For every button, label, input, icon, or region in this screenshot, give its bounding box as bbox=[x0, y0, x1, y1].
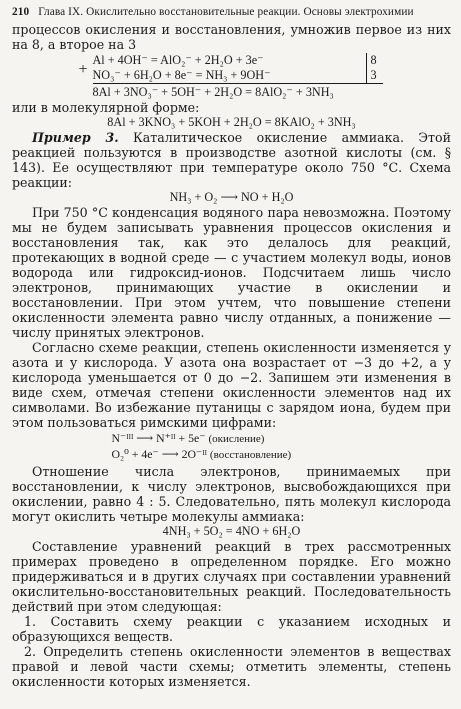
multiplier-2: 3 bbox=[366, 68, 383, 83]
list-item: 2. Определить степень окисленности элементов в веществах правой и левой части схемы; отметить элементы, степень окисленности которых изменяется. bbox=[12, 644, 451, 689]
paragraph-intro: процессов окисления и восстановления, умножив первое из них на 8, а второе на 3 bbox=[12, 22, 451, 52]
paragraph-electron-ratio: Отношение числа электронов, принимаемых при восстановлении, к числу электронов, высвобождающихся при окислении, равно 4 : 5. Следовательно, пять молекул кислорода могут окислить четыре молекулы аммиака: bbox=[12, 464, 451, 524]
schema-reduction-note: (восстановление) bbox=[209, 449, 292, 461]
list-item: 1. Составить схему реакции с указанием исходных и образующихся веществ. bbox=[12, 614, 451, 644]
plus-sign: + bbox=[78, 61, 88, 78]
example-3-text: Каталитическое окисление аммиака. Этой реакцией пользуются в производстве азотной кислоты (см. § 143). Ее осуществляют при температуре около 750 °С. Схема реакции: bbox=[12, 130, 452, 190]
schema-reduction: O₂⁰ + 4e⁻ ⟶ 2O⁻ᴵᴵ bbox=[111, 447, 207, 461]
final-equation: 4NH₃ + 5O₂ = 4NO + 6H₂O bbox=[162, 524, 301, 538]
half-reaction-1: Al + 4OH⁻ = AlO₂⁻ + 2H₂O + 3e⁻ bbox=[92, 53, 264, 67]
paragraph-molecular-form: или в молекулярной форме: bbox=[12, 100, 200, 115]
schema-reduction-line bbox=[112, 447, 352, 463]
multiplier-1: 8 bbox=[366, 53, 383, 68]
example-3-title: Пример 3. bbox=[32, 130, 119, 145]
schema-oxidation-line bbox=[112, 431, 352, 447]
schema-oxidation-note: (окисление) bbox=[208, 433, 265, 445]
paragraph-condensation: При 750 °С конденсация водяного пара невозможна. Поэтому мы не будем записывать уравнения процессов окисления и восстановления так, как это делалось для реакций, протекающих в водной среде — с участием молекул воды, ионов водорода или гидроксид-ионов. Подсчитаем лишь число электронов, принимающих участие в окислении и восстановлении. При этом учтем, что повышение степени окисленности элемента равно числу отданных, а понижение — числу принятых электронов. bbox=[12, 205, 451, 340]
example-3-paragraph bbox=[12, 130, 451, 190]
ionic-sum-equation: 8Al + 3NO₃⁻ + 5OH⁻ + 2H₂O = 8AlO₂⁻ + 3NH₃ bbox=[93, 83, 383, 100]
half-reaction-2: NO₃⁻ + 6H₂O + 8e⁻ = NH₃ + 9OH⁻ bbox=[92, 68, 271, 82]
molecular-equation: 8Al + 3KNO₃ + 5KOH + 2H₂O = 8KAlO₂ + 3NH₃ bbox=[107, 115, 356, 129]
paragraph-procedure: Составление уравнений реакций в трех рассмотренных примерах проведено в определенном порядке. Его можно придерживаться и в других случаях при составлении уравнений окислительно-восстановительных реакций. Последовательность действий при этом следующая: bbox=[12, 539, 451, 614]
chapter-title: Глава IX. Окислительно восстановительные реакции. Основы электрохимии bbox=[38, 6, 414, 18]
page-number: 210 bbox=[12, 6, 30, 18]
reaction-scheme: NH₃ + O₂ ⟶ NO + H₂O bbox=[169, 190, 294, 204]
half-reaction-oxidation bbox=[93, 53, 383, 68]
schema-oxidation: N⁻ᴵᴵᴵ ⟶ N⁺ᴵᴵ + 5e⁻ bbox=[111, 431, 206, 445]
half-reaction-reduction bbox=[93, 68, 383, 83]
electron-schema bbox=[112, 431, 352, 463]
procedure-list bbox=[12, 614, 451, 689]
paragraph-oxidation-states: Согласно схеме реакции, степень окисленности изменяется у азота и у кислорода. У азота она возрастает от −3 до +2, а у кислорода уменьшается от 0 до −2. Запишем эти изменения в виде схем, отмечая степени окисленности элементов над их символами. Во избежание путаницы с зарядом иона, будем при этом пользоваться римскими цифрами: bbox=[12, 340, 451, 430]
running-header bbox=[12, 6, 451, 18]
half-reaction-system bbox=[78, 53, 383, 100]
